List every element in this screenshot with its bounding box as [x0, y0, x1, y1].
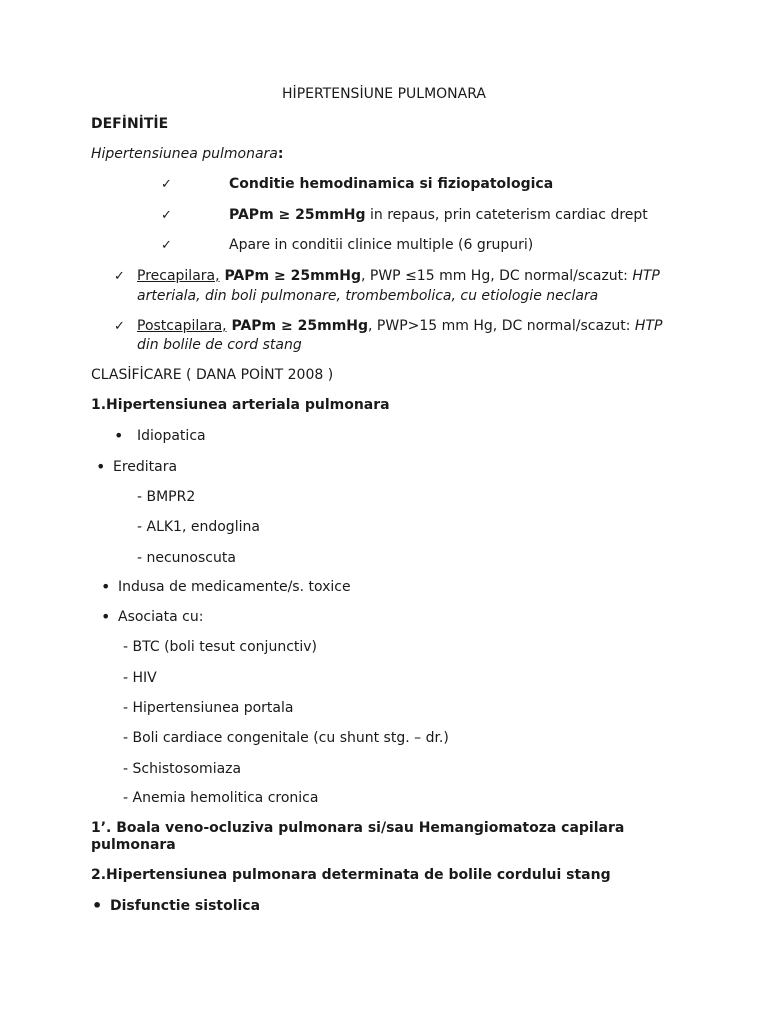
definition-heading: DEFİNİTİE	[91, 116, 169, 132]
document-title: HİPERTENSİUNE PULMONARA	[282, 86, 486, 102]
postcapilara-text-cont: din bolile de cord stang	[137, 337, 302, 353]
classification-heading: CLASİFİCARE ( DANA POİNT 2008 )	[91, 367, 334, 383]
check-icon: ✓	[161, 177, 172, 192]
check-item-text: Conditie hemodinamica si fiziopatologica	[229, 176, 554, 192]
sub-item: - BTC (boli tesut conjunctiv)	[123, 639, 318, 655]
group1prime-title: 1’. Boala veno-ocluziva pulmonara si/sau Hemangiomatoza capilara	[91, 820, 625, 836]
sub-item: - necunoscuta	[137, 550, 236, 566]
check-icon: ✓	[161, 238, 172, 253]
bullet-icon: •	[114, 426, 124, 445]
list-item: Indusa de medicamente/s. toxice	[118, 579, 351, 595]
group1prime-title-cont: pulmonara	[91, 837, 176, 853]
check-item	[114, 267, 128, 286]
check-item-text: PAPm ≥ 25mmHg in repaus, prin cateterism cardiac drept	[229, 207, 648, 223]
bullet-icon: •	[101, 607, 111, 626]
check-item	[161, 236, 175, 255]
list-item: Disfunctie sistolica	[110, 898, 261, 914]
sub-item: - ALK1, endoglina	[137, 519, 260, 535]
group2-title: 2.Hipertensiunea pulmonara determinata de bolile cordului stang	[91, 867, 611, 883]
definition-term: Hipertensiunea pulmonara:	[91, 146, 284, 162]
sub-item: - Boli cardiace congenitale (cu shunt stg. – dr.)	[123, 730, 449, 746]
sub-item: - Hipertensiunea portala	[123, 700, 294, 716]
bullet-icon: •	[96, 457, 106, 476]
sub-item: - BMPR2	[137, 489, 196, 505]
postcapilara-text: Postcapilara, PAPm ≥ 25mmHg, PWP>15 mm Hg, DC normal/scazut: HTP	[137, 318, 663, 334]
check-item	[161, 206, 175, 225]
check-icon: ✓	[114, 319, 125, 334]
sub-item: - Anemia hemolitica cronica	[123, 790, 319, 806]
precapilara-text-cont: arteriala, din boli pulmonare, trombembolica, cu etiologie neclara	[137, 288, 599, 304]
list-item: Idiopatica	[137, 428, 206, 444]
sub-item: - HIV	[123, 670, 157, 686]
check-item	[161, 175, 175, 194]
list-item: Ereditara	[113, 459, 178, 475]
group1-title: 1.Hipertensiunea arteriala pulmonara	[91, 397, 390, 413]
check-item-text: Apare in conditii clinice multiple (6 grupuri)	[229, 237, 534, 253]
bullet-icon: •	[101, 577, 111, 596]
list-item: Asociata cu:	[118, 609, 204, 625]
check-icon: ✓	[161, 208, 172, 223]
check-icon: ✓	[114, 269, 125, 284]
bullet-icon: •	[92, 896, 103, 915]
sub-item: - Schistosomiaza	[123, 761, 242, 777]
check-item	[114, 317, 128, 336]
precapilara-text: Precapilara, PAPm ≥ 25mmHg, PWP ≤15 mm Hg, DC normal/scazut: HTP	[137, 268, 660, 284]
